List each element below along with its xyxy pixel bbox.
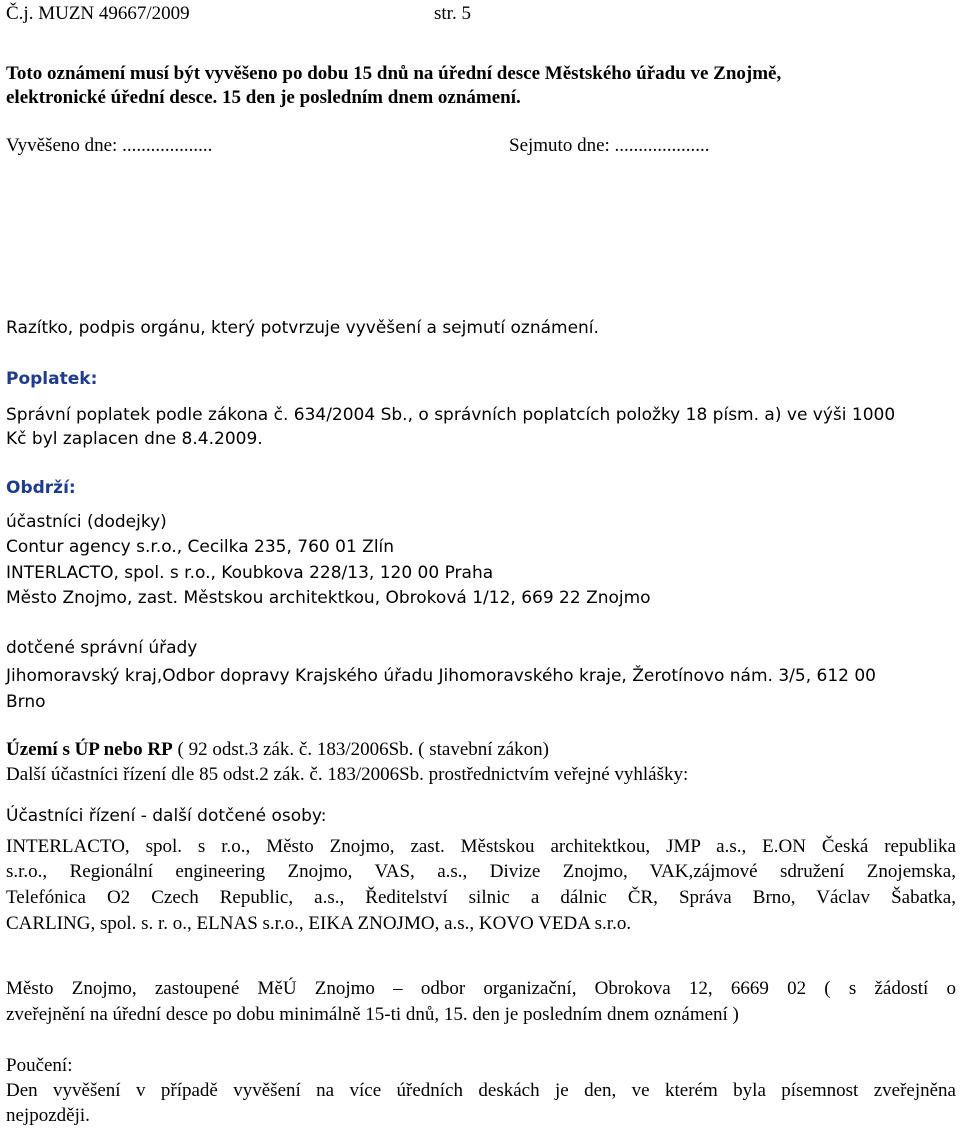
page-number: str. 5 bbox=[434, 3, 471, 24]
city-line-2: zveřejnění na úřední desce po dobu minimálně 15-ti dnů, 15. den je posledním dnem oznámení ) bbox=[6, 1004, 739, 1025]
authorities-line-2: Brno bbox=[6, 692, 46, 712]
fee-line-2: Kč byl zaplacen dne 8.4.2009. bbox=[6, 429, 263, 449]
stamp-caption: Razítko, podpis orgánu, který potvrzuje vyvěšení a sejmutí oznámení. bbox=[6, 318, 599, 338]
territory-label: Území s ÚP nebo RP bbox=[6, 739, 173, 760]
recipient-item: Město Znojmo, zast. Městskou architektkou, Obroková 1/12, 669 22 Znojmo bbox=[6, 588, 651, 608]
reference-number: Č.j. MUZN 49667/2009 bbox=[6, 3, 190, 24]
fee-heading: Poplatek: bbox=[6, 369, 98, 389]
notice-line-2: elektronické úřední desce. 15 den je posledním dnem oznámení. bbox=[6, 87, 521, 108]
notice-line-1: Toto oznámení musí být vyvěšeno po dobu 15 dnů na úřední desce Městského úřadu ve Znojmě, bbox=[6, 63, 782, 84]
other-parties-line-4: CARLING, spol. s. r. o., ELNAS s.r.o., EIKA ZNOJMO, a.s., KOVO VEDA s.r.o. bbox=[6, 913, 632, 934]
authorities-line-1: Jihomoravský kraj,Odbor dopravy Krajského úřadu Jihomoravského kraje, Žerotínovo nám. 3/5, 612 00 bbox=[6, 666, 876, 686]
recipient-item: INTERLACTO, spol. s r.o., Koubkova 228/13, 120 00 Praha bbox=[6, 563, 494, 583]
territory-line-2: Další účastníci řízení dle 85 odst.2 zák. č. 183/2006Sb. prostřednictvím veřejné vyhlášky: bbox=[6, 764, 689, 785]
territory-line-1 bbox=[6, 738, 549, 762]
territory-law: ( 92 odst.3 zák. č. 183/2006Sb. ( stavební zákon) bbox=[172, 739, 549, 760]
recipients-heading: Obdrží: bbox=[6, 478, 76, 498]
instruction-line-1: Den vyvěšení v případě vyvěšení na více úředních deskách je den, ve kterém byla písemnost zveřejněna bbox=[6, 1080, 956, 1101]
removed-date: Sejmuto dne: .................... bbox=[509, 135, 710, 156]
other-parties-line-2: s.r.o., Regionální engineering Znojmo, VAS, a.s., Divize Znojmo, VAK,zájmové sdružení Znojemska, bbox=[6, 861, 956, 882]
other-parties-line-1: INTERLACTO, spol. s r.o., Město Znojmo, zast. Městskou architektkou, JMP a.s., E.ON Česká republika bbox=[6, 836, 956, 857]
instruction-heading: Poučení: bbox=[6, 1055, 73, 1076]
posted-date: Vyvěšeno dne: ................... bbox=[6, 135, 213, 156]
other-parties-line-3: Telefónica O2 Czech Republic, a.s., Ředitelství silnic a dálnic ČR, Správa Brno, Václav Šabatka, bbox=[6, 887, 956, 908]
recipient-item: Contur agency s.r.o., Cecilka 235, 760 01 Zlín bbox=[6, 537, 395, 557]
city-line-1: Město Znojmo, zastoupené MěÚ Znojmo – odbor organizační, Obrokova 12, 6669 02 ( s žádostí o bbox=[6, 978, 956, 999]
authorities-label: dotčené správní úřady bbox=[6, 638, 198, 658]
instruction-line-2: nejpozději. bbox=[6, 1105, 90, 1126]
fee-line-1: Správní poplatek podle zákona č. 634/2004 Sb., o správních poplatcích položky 18 písm. a) ve výši 1000 bbox=[6, 405, 896, 425]
participants-label: účastníci (dodejky) bbox=[6, 512, 167, 532]
other-parties-label: Účastníci řízení - další dotčené osoby: bbox=[6, 806, 327, 826]
